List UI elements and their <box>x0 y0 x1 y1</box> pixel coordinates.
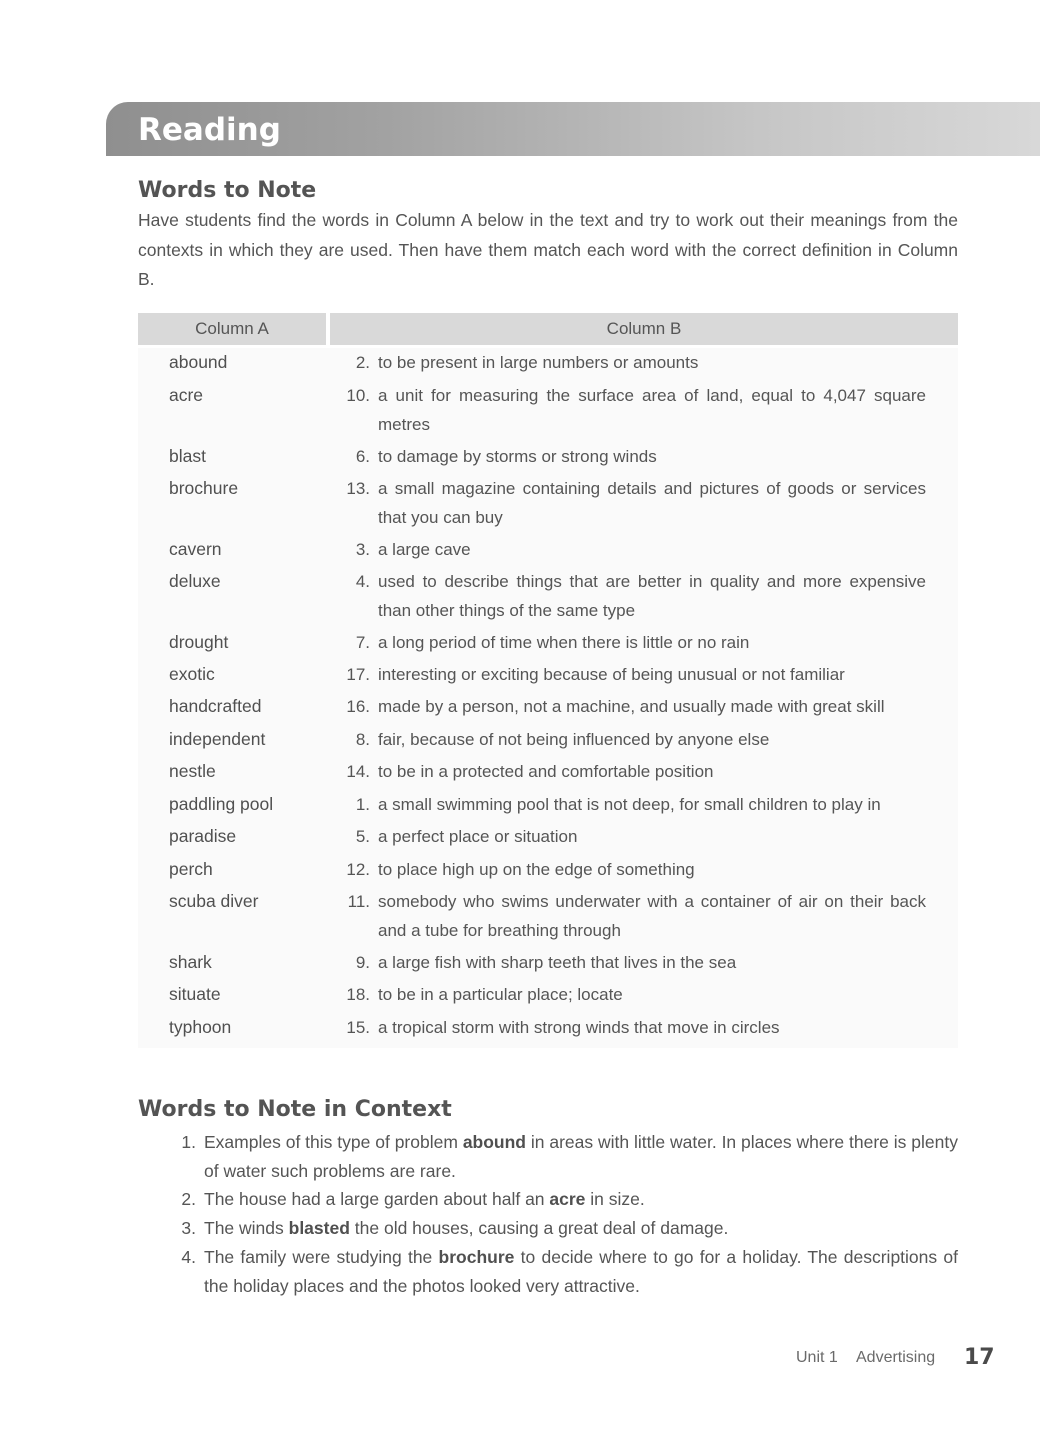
column-b-definition: used to describe things that are better in quality and more expensive than other things of the same type <box>378 572 926 620</box>
column-b-definition: a long period of time when there is little or no rain <box>378 633 750 652</box>
column-a-word: acre <box>169 385 204 405</box>
words-to-note-heading: Words to Note <box>138 178 317 203</box>
example-number: 2. <box>181 1189 196 1209</box>
definition-number: 13. <box>346 479 370 498</box>
column-b-definition: somebody who swims underwater with a container of air on their back and a tube for breathing through <box>378 892 926 940</box>
example-sentence: The family were studying the brochure to decide where to go for a holiday. The descriptions of the holiday places and the photos looked very attractive. <box>204 1247 958 1296</box>
column-b-definition: a large fish with sharp teeth that lives in the sea <box>378 953 737 972</box>
column-a-word: situate <box>169 984 221 1004</box>
column-a-word: abound <box>169 352 228 372</box>
target-word: abound <box>462 1132 526 1152</box>
target-word: brochure <box>438 1247 515 1267</box>
column-b-definition: a small magazine containing details and pictures of goods or services that you can buy <box>378 479 926 527</box>
column-a-word: perch <box>169 859 213 879</box>
column-b-header: Column B <box>330 313 958 345</box>
vocabulary-table <box>138 348 958 1048</box>
column-a-word: deluxe <box>169 571 221 591</box>
definition-number: 12. <box>346 860 370 879</box>
column-a-word: typhoon <box>169 1017 232 1037</box>
column-a-word: exotic <box>169 664 215 684</box>
column-b-definition: made by a person, not a machine, and usually made with great skill <box>378 697 885 716</box>
column-a-word: nestle <box>169 761 216 781</box>
column-b-definition: to be in a protected and comfortable position <box>378 762 714 781</box>
column-b-definition: fair, because of not being influenced by anyone else <box>378 730 770 749</box>
definition-number: 6. <box>355 447 370 466</box>
column-b-definition: interesting or exciting because of being unusual or not familiar <box>378 665 845 684</box>
definition-number: 5. <box>355 827 370 846</box>
definition-number: 10. <box>346 386 370 405</box>
example-number: 4. <box>181 1247 196 1267</box>
definition-number: 8. <box>355 730 370 749</box>
definition-number: 1. <box>355 795 370 814</box>
definition-number: 4. <box>355 572 370 591</box>
page-number: 17 <box>964 1345 995 1370</box>
footer-section: Advertising <box>856 1349 936 1366</box>
footer-unit: Unit 1 <box>796 1349 838 1366</box>
example-number: 3. <box>181 1218 196 1238</box>
column-b-definition: a large cave <box>378 540 471 559</box>
example-sentence: Examples of this type of problem abound in areas with little water. In places where there is plenty of water such problems are rare. <box>204 1132 958 1181</box>
definition-number: 11. <box>347 892 370 911</box>
section-title: Reading <box>138 112 281 148</box>
section-banner <box>106 102 1040 156</box>
column-a-word: blast <box>169 446 206 466</box>
definition-number: 9. <box>355 953 370 972</box>
column-a-word: paradise <box>169 826 237 846</box>
example-number: 1. <box>181 1132 196 1152</box>
column-a-word: cavern <box>169 539 222 559</box>
column-a-word: paddling pool <box>169 794 274 814</box>
column-a-header: Column A <box>138 313 326 345</box>
target-word: blasted <box>288 1218 350 1238</box>
column-b-definition: a tropical storm with strong winds that move in circles <box>378 1018 780 1037</box>
definition-number: 2. <box>355 353 370 372</box>
column-b-definition: a unit for measuring the surface area of land, equal to 4,047 square metres <box>378 386 926 434</box>
example-sentence: The winds blasted the old houses, causing a great deal of damage. <box>204 1218 729 1238</box>
target-word: acre <box>549 1189 586 1209</box>
column-a-word: drought <box>169 632 229 652</box>
definition-number: 16. <box>346 697 370 716</box>
intro-paragraph: Have students find the words in Column A below in the text and try to work out their meanings from the contexts in which they are used. Then have them match each word with the correct definition in Column B. <box>138 210 958 289</box>
column-b-definition: to place high up on the edge of something <box>378 860 695 879</box>
column-b-definition: a small swimming pool that is not deep, for small children to play in <box>378 795 881 814</box>
words-in-context-heading: Words to Note in Context <box>138 1097 452 1122</box>
example-sentence: The house had a large garden about half an acre in size. <box>204 1189 645 1209</box>
column-a-word: handcrafted <box>169 696 262 716</box>
column-b-definition: to damage by storms or strong winds <box>378 447 657 466</box>
column-b-definition: to be present in large numbers or amounts <box>378 353 699 372</box>
definition-number: 18. <box>346 985 370 1004</box>
definition-number: 15. <box>346 1018 370 1037</box>
definition-number: 14. <box>346 762 370 781</box>
column-b-definition: a perfect place or situation <box>378 827 578 846</box>
column-a-word: scuba diver <box>169 891 259 911</box>
column-a-word: shark <box>169 952 212 972</box>
definition-number: 7. <box>355 633 370 652</box>
definition-number: 3. <box>355 540 370 559</box>
column-a-word: independent <box>169 729 266 749</box>
column-b-definition: to be in a particular place; locate <box>378 985 623 1004</box>
definition-number: 17. <box>346 665 370 684</box>
column-a-word: brochure <box>169 478 239 498</box>
